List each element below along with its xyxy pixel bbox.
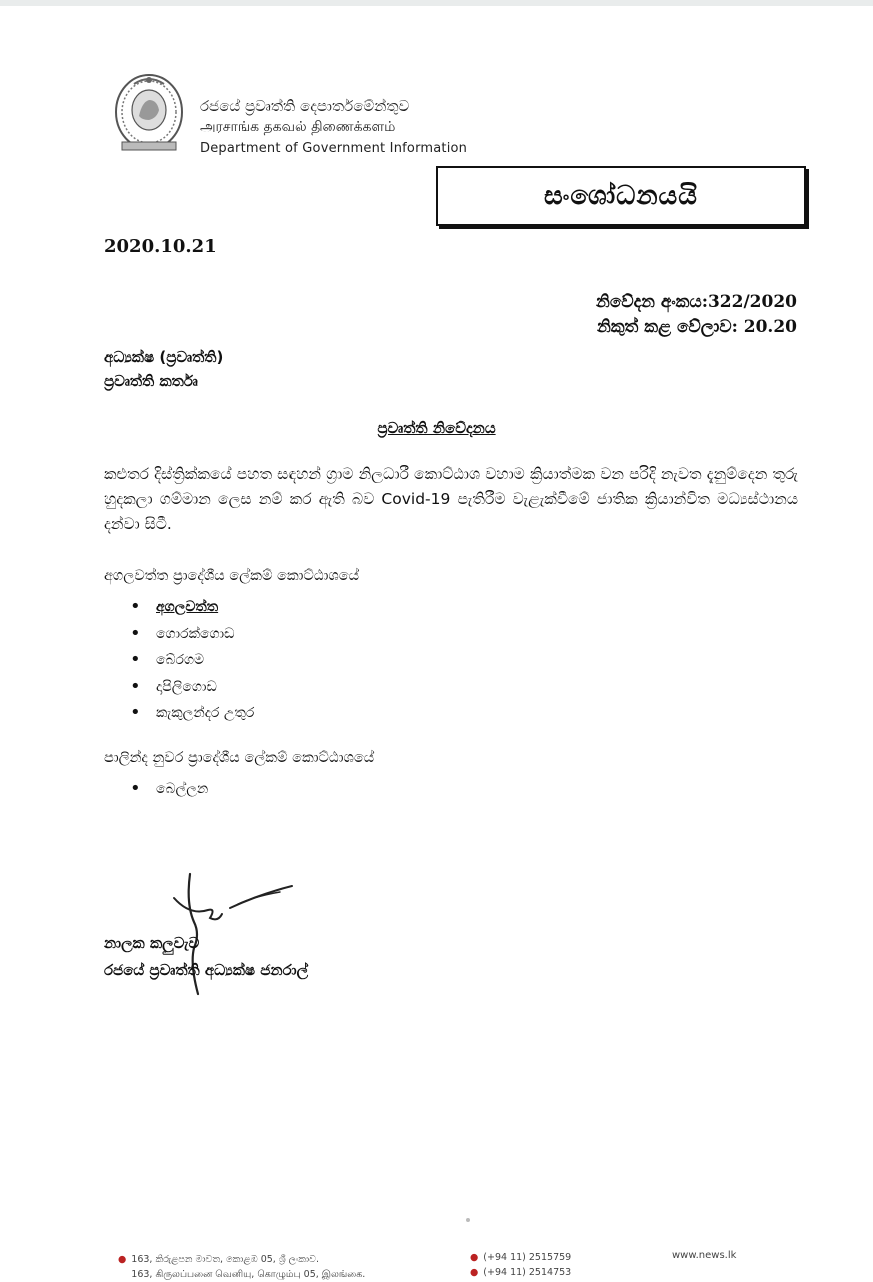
village-list	[130, 594, 254, 727]
village-name: බෙල්ලන	[156, 781, 209, 797]
body-paragraph: කළුතර දිස්ත්‍රික්කයේ පහත සඳහන් ග්‍රාම නිලධාරී කොට්ඨාශ වහාම ක්‍රියාත්මක වන පරිදි නැවත දැනුම්දෙන තුරු හුදකලා ගම්මාන ලෙස නම් කර ඇති බව Covid-19 පැතිරීම වැළැක්වීමේ ජාතික ක්‍රියාන්විත මධ්‍යස්ථානය දන්වා සිටී.	[104, 465, 798, 533]
list-item	[130, 776, 208, 803]
village-name: දාපිලිගොඩ	[156, 678, 217, 695]
address-line: 163, கிருலப்பனை வெனியு, கொழும்பு 05, இலங்கை.	[131, 1269, 366, 1280]
address-line: 163, කිරුළපන මාවත, කොළඹ 05, ශ්‍රී ලංකාව.	[131, 1254, 319, 1265]
dept-name-sinhala: රජයේ ප්‍රවෘත්ති දෙපාර්තමේන්තුව	[200, 97, 410, 115]
list-item	[130, 700, 254, 727]
decorative-dot	[466, 1218, 470, 1222]
department-name-block	[200, 96, 467, 159]
village-name: බේරගම	[156, 652, 205, 668]
recipient: ප්‍රවෘත්ති කර්තෘ	[104, 372, 198, 390]
issue-time: නිකුත් කළ වේලාව: 20.20	[596, 317, 797, 337]
division-title: පාලින්ද නුවර ප්‍රාදේශීය ලේකම් කොට්ඨාශයේ	[104, 750, 375, 766]
signatory-title: රජයේ ප්‍රවෘත්ති අධ්‍යක්ෂ ජනරාල්	[104, 961, 309, 979]
subject-text: ප්‍රවෘත්ති නිවේදනය	[377, 419, 496, 437]
footer	[0, 1244, 873, 1280]
release-date: 2020.10.21	[104, 236, 217, 257]
signatory	[104, 930, 308, 984]
dept-name-english: Department of Government Information	[200, 141, 468, 156]
bullet-icon: ●	[118, 1254, 127, 1265]
top-band	[0, 0, 873, 6]
village-name: ගොරක්ගොඩ	[156, 625, 235, 642]
phone-number: (+94 11) 2514753	[483, 1267, 572, 1278]
signatory-name: නාලක කලුවැව	[104, 934, 200, 952]
list-item	[130, 621, 254, 648]
list-item	[130, 674, 254, 701]
revision-stamp: සංශෝධනයයි	[436, 166, 806, 226]
phone-icon: ●	[470, 1252, 479, 1263]
list-item	[130, 647, 254, 674]
recipients	[104, 345, 223, 393]
release-number: නිවේදන අංකය:322/2020	[596, 292, 797, 312]
phone-number: (+94 11) 2515759	[483, 1252, 572, 1263]
list-item	[130, 594, 254, 621]
village-list	[130, 776, 208, 803]
village-name: අගලවත්ත	[156, 599, 219, 615]
subject-heading	[0, 418, 873, 437]
village-name: කැකුලන්දර උතුර	[156, 705, 255, 721]
division-title: අගලවත්ත ප්‍රාදේශීය ලේකම් කොට්ඨාශයේ	[104, 568, 360, 584]
footer-phones	[470, 1250, 571, 1280]
dept-name-tamil: அரசாங்க தகவல் திணைக்களம்	[200, 119, 396, 135]
reference-block	[596, 290, 797, 340]
phone-icon: ●	[470, 1267, 479, 1278]
footer-address	[118, 1252, 365, 1282]
sri-lanka-emblem-logo	[112, 72, 186, 156]
recipient: අධ්‍යක්ෂ (ප්‍රවෘත්ති)	[104, 348, 224, 366]
footer-website: www.news.lk	[672, 1250, 737, 1261]
